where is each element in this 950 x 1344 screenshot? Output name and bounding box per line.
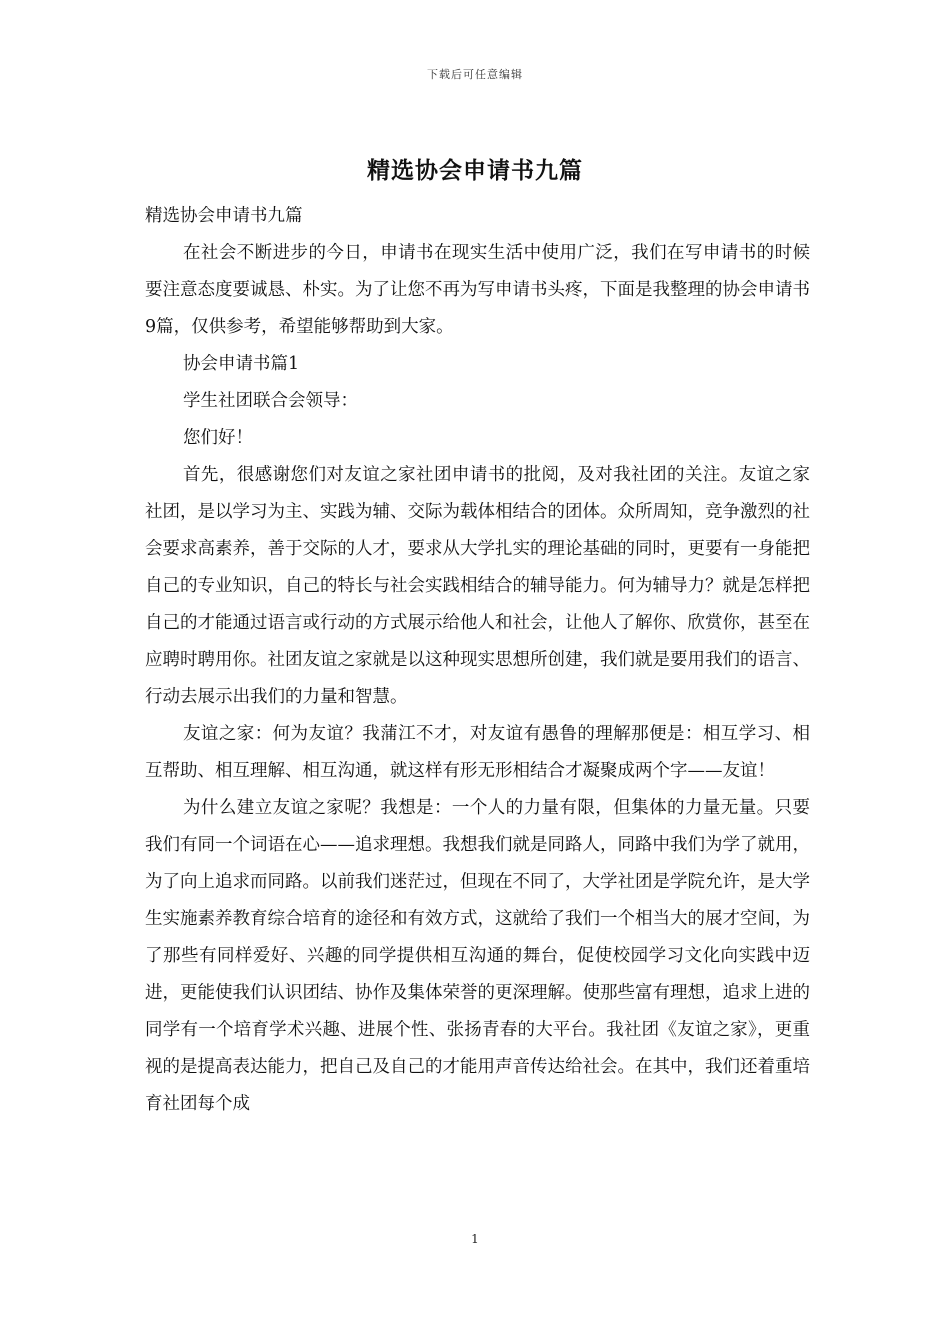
page-number: 1 (471, 1232, 479, 1246)
body-paragraph: 为什么建立友谊之家呢？我想是：一个人的力量有限，但集体的力量无量。只要我们有同一个词语在心——追求理想。我想我们就是同路人，同路中我们为学了就用，为了向上追求而同路。以前我们迷茫过，但现在不同了，大学社团是学院允许，是大学生实施素养教育综合培育的途径和有效方式，这就给了我们一个相当大的展才空间，为了那些有同样爱好、兴趣的同学提供相互沟通的舞台，促使校园学习文化向实践中迈进，更能使我们认识团结、协作及集体荣誉的更深理解。使那些富有理想，追求上进的同学有一个培育学术兴趣、进展个性、张扬青春的大平台。我社团《友谊之家》，更重视的是提高表达能力，把自己及自己的才能用声音传达给社会。在其中，我们还着重培育社团每个成 (145, 798, 810, 1114)
subtitle-paragraph: 精选协会申请书九篇 (145, 206, 303, 226)
intro-paragraph: 在社会不断进步的今日，申请书在现实生活中使用广泛，我们在写申请书的时候要注意态度要诚恳、朴实。为了让您不再为写申请书头疼，下面是我整理的协会申请书9篇，仅供参考，希望能够帮助到大家。 (145, 243, 810, 337)
greeting: 您们好！ (183, 428, 253, 448)
body-paragraph: 首先，很感谢您们对友谊之家社团申请书的批阅，及对我社团的关注。友谊之家社团，是以学习为主、实践为辅、交际为载体相结合的团体。众所周知，竞争激烈的社会要求高素养，善于交际的人才，要求从大学扎实的理论基础的同时，更要有一身能把自己的专业知识，自己的特长与社会实践相结合的辅导能力。何为辅导力？就是怎样把自己的才能通过语言或行动的方式展示给他人和社会，让他人了解你、欣赏你，甚至在应聘时聘用你。社团友谊之家就是以这种现实思想所创建，我们就是要用我们的语言、行动去展示出我们的力量和智慧。 (145, 465, 810, 707)
page-header-note: 下载后可任意编辑 (427, 68, 523, 81)
document-body (145, 198, 810, 1123)
body-paragraph: 友谊之家：何为友谊？我蒲江不才，对友谊有愚鲁的理解那便是：相互学习、相互帮助、相互理解、相互沟通，就这样有形无形相结合才凝聚成两个字——友谊！ (145, 724, 810, 781)
document-title: 精选协会申请书九篇 (367, 157, 583, 184)
salutation: 学生社团联合会领导： (183, 391, 358, 411)
section-heading: 协会申请书篇1 (183, 354, 300, 374)
